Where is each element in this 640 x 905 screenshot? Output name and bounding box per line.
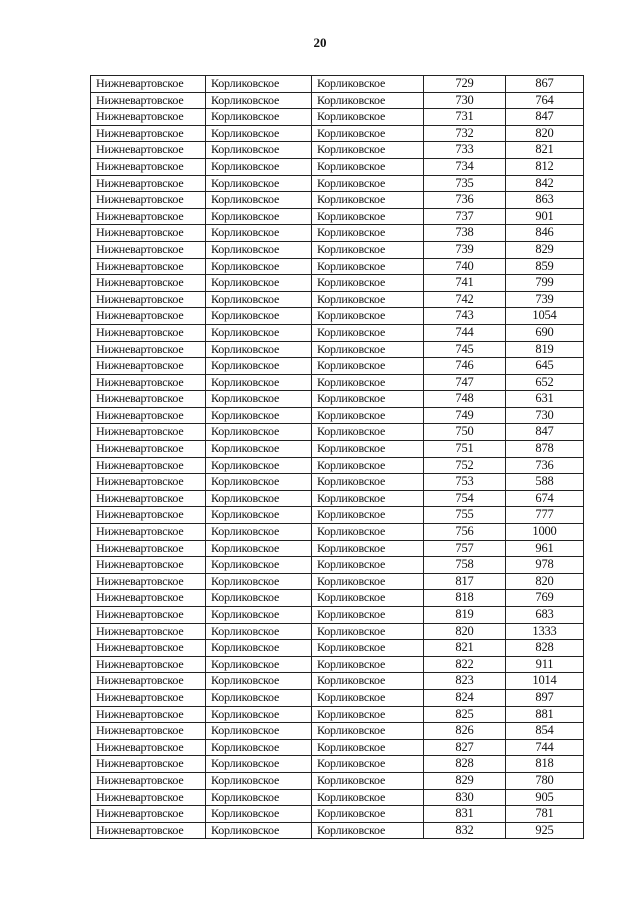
- well-number-cell: 831: [424, 806, 506, 823]
- license-area-cell: Корликовское: [312, 623, 424, 640]
- municipality-cell: Нижневартовское: [91, 76, 206, 93]
- municipality-cell: Нижневартовское: [91, 225, 206, 242]
- well-number-cell: 748: [424, 391, 506, 408]
- license-area-cell: Корликовское: [312, 291, 424, 308]
- license-area-cell: Корликовское: [312, 474, 424, 491]
- page-number: 20: [313, 35, 327, 50]
- deposit-cell: Корликовское: [206, 789, 312, 806]
- table-row: [91, 656, 584, 673]
- depth-cell: 730: [506, 407, 584, 424]
- table-row: [91, 723, 584, 740]
- license-area-cell: Корликовское: [312, 192, 424, 209]
- table-row: [91, 623, 584, 640]
- table-row: [91, 142, 584, 159]
- table-row: [91, 109, 584, 126]
- table-row: [91, 739, 584, 756]
- municipality-cell: Нижневартовское: [91, 806, 206, 823]
- license-area-cell: Корликовское: [312, 324, 424, 341]
- well-number-cell: 744: [424, 324, 506, 341]
- license-area-cell: Корликовское: [312, 308, 424, 325]
- municipality-cell: Нижневартовское: [91, 723, 206, 740]
- license-area-cell: Корликовское: [312, 374, 424, 391]
- deposit-cell: Корликовское: [206, 258, 312, 275]
- license-area-cell: Корликовское: [312, 789, 424, 806]
- depth-cell: 905: [506, 789, 584, 806]
- license-area-cell: Корликовское: [312, 806, 424, 823]
- municipality-cell: Нижневартовское: [91, 573, 206, 590]
- municipality-cell: Нижневартовское: [91, 358, 206, 375]
- municipality-cell: Нижневартовское: [91, 607, 206, 624]
- depth-cell: 820: [506, 125, 584, 142]
- license-area-cell: Корликовское: [312, 391, 424, 408]
- table-row: [91, 822, 584, 839]
- well-number-cell: 750: [424, 424, 506, 441]
- well-number-cell: 754: [424, 490, 506, 507]
- well-number-cell: 729: [424, 76, 506, 93]
- well-number-cell: 823: [424, 673, 506, 690]
- well-number-cell: 742: [424, 291, 506, 308]
- table-row: [91, 474, 584, 491]
- license-area-cell: Корликовское: [312, 557, 424, 574]
- table-row: [91, 76, 584, 93]
- well-number-cell: 819: [424, 607, 506, 624]
- well-number-cell: 820: [424, 623, 506, 640]
- deposit-cell: Корликовское: [206, 822, 312, 839]
- well-number-cell: 751: [424, 441, 506, 458]
- deposit-cell: Корликовское: [206, 673, 312, 690]
- well-number-cell: 740: [424, 258, 506, 275]
- license-area-cell: Корликовское: [312, 573, 424, 590]
- license-area-cell: Корликовское: [312, 673, 424, 690]
- well-number-cell: 757: [424, 540, 506, 557]
- deposit-cell: Корликовское: [206, 192, 312, 209]
- well-number-cell: 732: [424, 125, 506, 142]
- license-area-cell: Корликовское: [312, 756, 424, 773]
- deposit-cell: Корликовское: [206, 640, 312, 657]
- depth-cell: 690: [506, 324, 584, 341]
- license-area-cell: Корликовское: [312, 689, 424, 706]
- table-row: [91, 607, 584, 624]
- deposit-cell: Корликовское: [206, 689, 312, 706]
- well-number-cell: 738: [424, 225, 506, 242]
- license-area-cell: Корликовское: [312, 507, 424, 524]
- well-number-cell: 741: [424, 275, 506, 292]
- deposit-cell: Корликовское: [206, 407, 312, 424]
- table-row: [91, 441, 584, 458]
- depth-cell: 881: [506, 706, 584, 723]
- license-area-cell: Корликовское: [312, 524, 424, 541]
- depth-cell: 674: [506, 490, 584, 507]
- well-number-cell: 828: [424, 756, 506, 773]
- deposit-cell: Корликовское: [206, 524, 312, 541]
- license-area-cell: Корликовское: [312, 490, 424, 507]
- municipality-cell: Нижневартовское: [91, 391, 206, 408]
- license-area-cell: Корликовское: [312, 540, 424, 557]
- municipality-cell: Нижневартовское: [91, 308, 206, 325]
- table-row: [91, 192, 584, 209]
- table-row: [91, 324, 584, 341]
- deposit-cell: Корликовское: [206, 424, 312, 441]
- table-row: [91, 806, 584, 823]
- license-area-cell: Корликовское: [312, 92, 424, 109]
- table-row: [91, 457, 584, 474]
- well-number-cell: 739: [424, 241, 506, 258]
- municipality-cell: Нижневартовское: [91, 175, 206, 192]
- table-row: [91, 640, 584, 657]
- depth-cell: 764: [506, 92, 584, 109]
- well-number-cell: 746: [424, 358, 506, 375]
- depth-cell: 820: [506, 573, 584, 590]
- license-area-cell: Корликовское: [312, 358, 424, 375]
- depth-cell: 859: [506, 258, 584, 275]
- license-area-cell: Корликовское: [312, 590, 424, 607]
- depth-cell: 854: [506, 723, 584, 740]
- municipality-cell: Нижневартовское: [91, 822, 206, 839]
- license-area-cell: Корликовское: [312, 258, 424, 275]
- depth-cell: 961: [506, 540, 584, 557]
- municipality-cell: Нижневартовское: [91, 92, 206, 109]
- table-row: [91, 275, 584, 292]
- table-row: [91, 208, 584, 225]
- municipality-cell: Нижневартовское: [91, 424, 206, 441]
- table-row: [91, 92, 584, 109]
- license-area-cell: Корликовское: [312, 607, 424, 624]
- depth-cell: 736: [506, 457, 584, 474]
- depth-cell: 588: [506, 474, 584, 491]
- deposit-cell: Корликовское: [206, 374, 312, 391]
- table-row: [91, 125, 584, 142]
- well-number-cell: 827: [424, 739, 506, 756]
- depth-cell: 897: [506, 689, 584, 706]
- deposit-cell: Корликовское: [206, 590, 312, 607]
- table-row: [91, 158, 584, 175]
- well-number-cell: 743: [424, 308, 506, 325]
- municipality-cell: Нижневартовское: [91, 192, 206, 209]
- deposit-cell: Корликовское: [206, 92, 312, 109]
- municipality-cell: Нижневартовское: [91, 557, 206, 574]
- depth-cell: 818: [506, 756, 584, 773]
- depth-cell: 901: [506, 208, 584, 225]
- table-row: [91, 175, 584, 192]
- deposit-cell: Корликовское: [206, 723, 312, 740]
- depth-cell: 1333: [506, 623, 584, 640]
- well-number-cell: 817: [424, 573, 506, 590]
- depth-cell: 1014: [506, 673, 584, 690]
- depth-cell: 847: [506, 109, 584, 126]
- license-area-cell: Корликовское: [312, 772, 424, 789]
- well-number-cell: 747: [424, 374, 506, 391]
- deposit-cell: Корликовское: [206, 756, 312, 773]
- deposit-cell: Корликовское: [206, 739, 312, 756]
- deposit-cell: Корликовское: [206, 391, 312, 408]
- table-row: [91, 341, 584, 358]
- table-row: [91, 291, 584, 308]
- license-area-cell: Корликовское: [312, 125, 424, 142]
- table-row: [91, 490, 584, 507]
- well-number-cell: 830: [424, 789, 506, 806]
- deposit-cell: Корликовское: [206, 507, 312, 524]
- deposit-cell: Корликовское: [206, 441, 312, 458]
- deposit-cell: Корликовское: [206, 275, 312, 292]
- table-row: [91, 407, 584, 424]
- well-number-cell: 818: [424, 590, 506, 607]
- license-area-cell: Корликовское: [312, 158, 424, 175]
- depth-cell: 1054: [506, 308, 584, 325]
- license-area-cell: Корликовское: [312, 109, 424, 126]
- depth-cell: 911: [506, 656, 584, 673]
- deposit-cell: Корликовское: [206, 607, 312, 624]
- well-number-cell: 826: [424, 723, 506, 740]
- depth-cell: 846: [506, 225, 584, 242]
- well-number-cell: 734: [424, 158, 506, 175]
- table-row: [91, 590, 584, 607]
- deposit-cell: Корликовское: [206, 208, 312, 225]
- license-area-cell: Корликовское: [312, 208, 424, 225]
- municipality-cell: Нижневартовское: [91, 125, 206, 142]
- depth-cell: 847: [506, 424, 584, 441]
- municipality-cell: Нижневартовское: [91, 706, 206, 723]
- table-row: [91, 557, 584, 574]
- well-number-cell: 821: [424, 640, 506, 657]
- depth-cell: 878: [506, 441, 584, 458]
- municipality-cell: Нижневартовское: [91, 739, 206, 756]
- depth-cell: 828: [506, 640, 584, 657]
- table-row: [91, 391, 584, 408]
- well-number-cell: 745: [424, 341, 506, 358]
- table-row: [91, 540, 584, 557]
- deposit-cell: Корликовское: [206, 457, 312, 474]
- well-number-cell: 731: [424, 109, 506, 126]
- municipality-cell: Нижневартовское: [91, 109, 206, 126]
- well-number-cell: 829: [424, 772, 506, 789]
- license-area-cell: Корликовское: [312, 441, 424, 458]
- municipality-cell: Нижневартовское: [91, 457, 206, 474]
- deposit-cell: Корликовское: [206, 308, 312, 325]
- deposit-cell: Корликовское: [206, 241, 312, 258]
- well-number-cell: 756: [424, 524, 506, 541]
- municipality-cell: Нижневартовское: [91, 772, 206, 789]
- municipality-cell: Нижневартовское: [91, 208, 206, 225]
- table-row: [91, 358, 584, 375]
- table-body: [91, 76, 584, 839]
- deposit-cell: Корликовское: [206, 358, 312, 375]
- license-area-cell: Корликовское: [312, 225, 424, 242]
- depth-cell: 744: [506, 739, 584, 756]
- table-row: [91, 258, 584, 275]
- well-number-cell: 825: [424, 706, 506, 723]
- municipality-cell: Нижневартовское: [91, 324, 206, 341]
- well-number-cell: 737: [424, 208, 506, 225]
- deposit-cell: Корликовское: [206, 656, 312, 673]
- depth-cell: 812: [506, 158, 584, 175]
- depth-cell: 819: [506, 341, 584, 358]
- deposit-cell: Корликовское: [206, 158, 312, 175]
- table-row: [91, 225, 584, 242]
- depth-cell: 829: [506, 241, 584, 258]
- depth-cell: 821: [506, 142, 584, 159]
- license-area-cell: Корликовское: [312, 457, 424, 474]
- deposit-cell: Корликовское: [206, 772, 312, 789]
- well-number-cell: 733: [424, 142, 506, 159]
- table-row: [91, 424, 584, 441]
- well-number-cell: 755: [424, 507, 506, 524]
- municipality-cell: Нижневартовское: [91, 789, 206, 806]
- municipality-cell: Нижневартовское: [91, 374, 206, 391]
- well-number-cell: 752: [424, 457, 506, 474]
- deposit-cell: Корликовское: [206, 291, 312, 308]
- deposit-cell: Корликовское: [206, 540, 312, 557]
- table-row: [91, 241, 584, 258]
- well-number-cell: 758: [424, 557, 506, 574]
- depth-cell: 631: [506, 391, 584, 408]
- table-row: [91, 524, 584, 541]
- table-row: [91, 507, 584, 524]
- municipality-cell: Нижневартовское: [91, 490, 206, 507]
- depth-cell: 978: [506, 557, 584, 574]
- deposit-cell: Корликовское: [206, 573, 312, 590]
- deposit-cell: Корликовское: [206, 142, 312, 159]
- municipality-cell: Нижневартовское: [91, 258, 206, 275]
- license-area-cell: Корликовское: [312, 822, 424, 839]
- depth-cell: 799: [506, 275, 584, 292]
- well-number-cell: 753: [424, 474, 506, 491]
- deposit-cell: Корликовское: [206, 109, 312, 126]
- well-number-cell: 832: [424, 822, 506, 839]
- table-row: [91, 308, 584, 325]
- license-area-cell: Корликовское: [312, 275, 424, 292]
- license-area-cell: Корликовское: [312, 706, 424, 723]
- municipality-cell: Нижневартовское: [91, 623, 206, 640]
- municipality-cell: Нижневартовское: [91, 689, 206, 706]
- data-table: [90, 75, 584, 839]
- deposit-cell: Корликовское: [206, 125, 312, 142]
- municipality-cell: Нижневартовское: [91, 407, 206, 424]
- data-table-container: [90, 75, 583, 839]
- deposit-cell: Корликовское: [206, 706, 312, 723]
- table-row: [91, 374, 584, 391]
- table-row: [91, 789, 584, 806]
- deposit-cell: Корликовское: [206, 341, 312, 358]
- license-area-cell: Корликовское: [312, 424, 424, 441]
- table-row: [91, 772, 584, 789]
- well-number-cell: 749: [424, 407, 506, 424]
- license-area-cell: Корликовское: [312, 142, 424, 159]
- well-number-cell: 735: [424, 175, 506, 192]
- municipality-cell: Нижневартовское: [91, 507, 206, 524]
- depth-cell: 781: [506, 806, 584, 823]
- municipality-cell: Нижневартовское: [91, 158, 206, 175]
- table-row: [91, 756, 584, 773]
- municipality-cell: Нижневартовское: [91, 540, 206, 557]
- well-number-cell: 824: [424, 689, 506, 706]
- municipality-cell: Нижневартовское: [91, 673, 206, 690]
- municipality-cell: Нижневартовское: [91, 241, 206, 258]
- license-area-cell: Корликовское: [312, 241, 424, 258]
- license-area-cell: Корликовское: [312, 341, 424, 358]
- table-row: [91, 706, 584, 723]
- municipality-cell: Нижневартовское: [91, 341, 206, 358]
- depth-cell: 683: [506, 607, 584, 624]
- license-area-cell: Корликовское: [312, 723, 424, 740]
- depth-cell: 777: [506, 507, 584, 524]
- municipality-cell: Нижневартовское: [91, 291, 206, 308]
- municipality-cell: Нижневартовское: [91, 441, 206, 458]
- depth-cell: 652: [506, 374, 584, 391]
- depth-cell: 842: [506, 175, 584, 192]
- well-number-cell: 730: [424, 92, 506, 109]
- depth-cell: 925: [506, 822, 584, 839]
- license-area-cell: Корликовское: [312, 640, 424, 657]
- deposit-cell: Корликовское: [206, 623, 312, 640]
- license-area-cell: Корликовское: [312, 739, 424, 756]
- deposit-cell: Корликовское: [206, 490, 312, 507]
- deposit-cell: Корликовское: [206, 324, 312, 341]
- municipality-cell: Нижневартовское: [91, 474, 206, 491]
- well-number-cell: 736: [424, 192, 506, 209]
- license-area-cell: Корликовское: [312, 656, 424, 673]
- license-area-cell: Корликовское: [312, 407, 424, 424]
- municipality-cell: Нижневартовское: [91, 142, 206, 159]
- well-number-cell: 822: [424, 656, 506, 673]
- municipality-cell: Нижневартовское: [91, 275, 206, 292]
- license-area-cell: Корликовское: [312, 76, 424, 93]
- depth-cell: 645: [506, 358, 584, 375]
- table-row: [91, 689, 584, 706]
- license-area-cell: Корликовское: [312, 175, 424, 192]
- municipality-cell: Нижневартовское: [91, 524, 206, 541]
- depth-cell: 1000: [506, 524, 584, 541]
- deposit-cell: Корликовское: [206, 806, 312, 823]
- table-row: [91, 673, 584, 690]
- deposit-cell: Корликовское: [206, 474, 312, 491]
- municipality-cell: Нижневартовское: [91, 590, 206, 607]
- municipality-cell: Нижневартовское: [91, 756, 206, 773]
- deposit-cell: Корликовское: [206, 225, 312, 242]
- municipality-cell: Нижневартовское: [91, 656, 206, 673]
- deposit-cell: Корликовское: [206, 175, 312, 192]
- table-row: [91, 573, 584, 590]
- deposit-cell: Корликовское: [206, 76, 312, 93]
- depth-cell: 780: [506, 772, 584, 789]
- depth-cell: 769: [506, 590, 584, 607]
- depth-cell: 739: [506, 291, 584, 308]
- municipality-cell: Нижневартовское: [91, 640, 206, 657]
- deposit-cell: Корликовское: [206, 557, 312, 574]
- depth-cell: 863: [506, 192, 584, 209]
- depth-cell: 867: [506, 76, 584, 93]
